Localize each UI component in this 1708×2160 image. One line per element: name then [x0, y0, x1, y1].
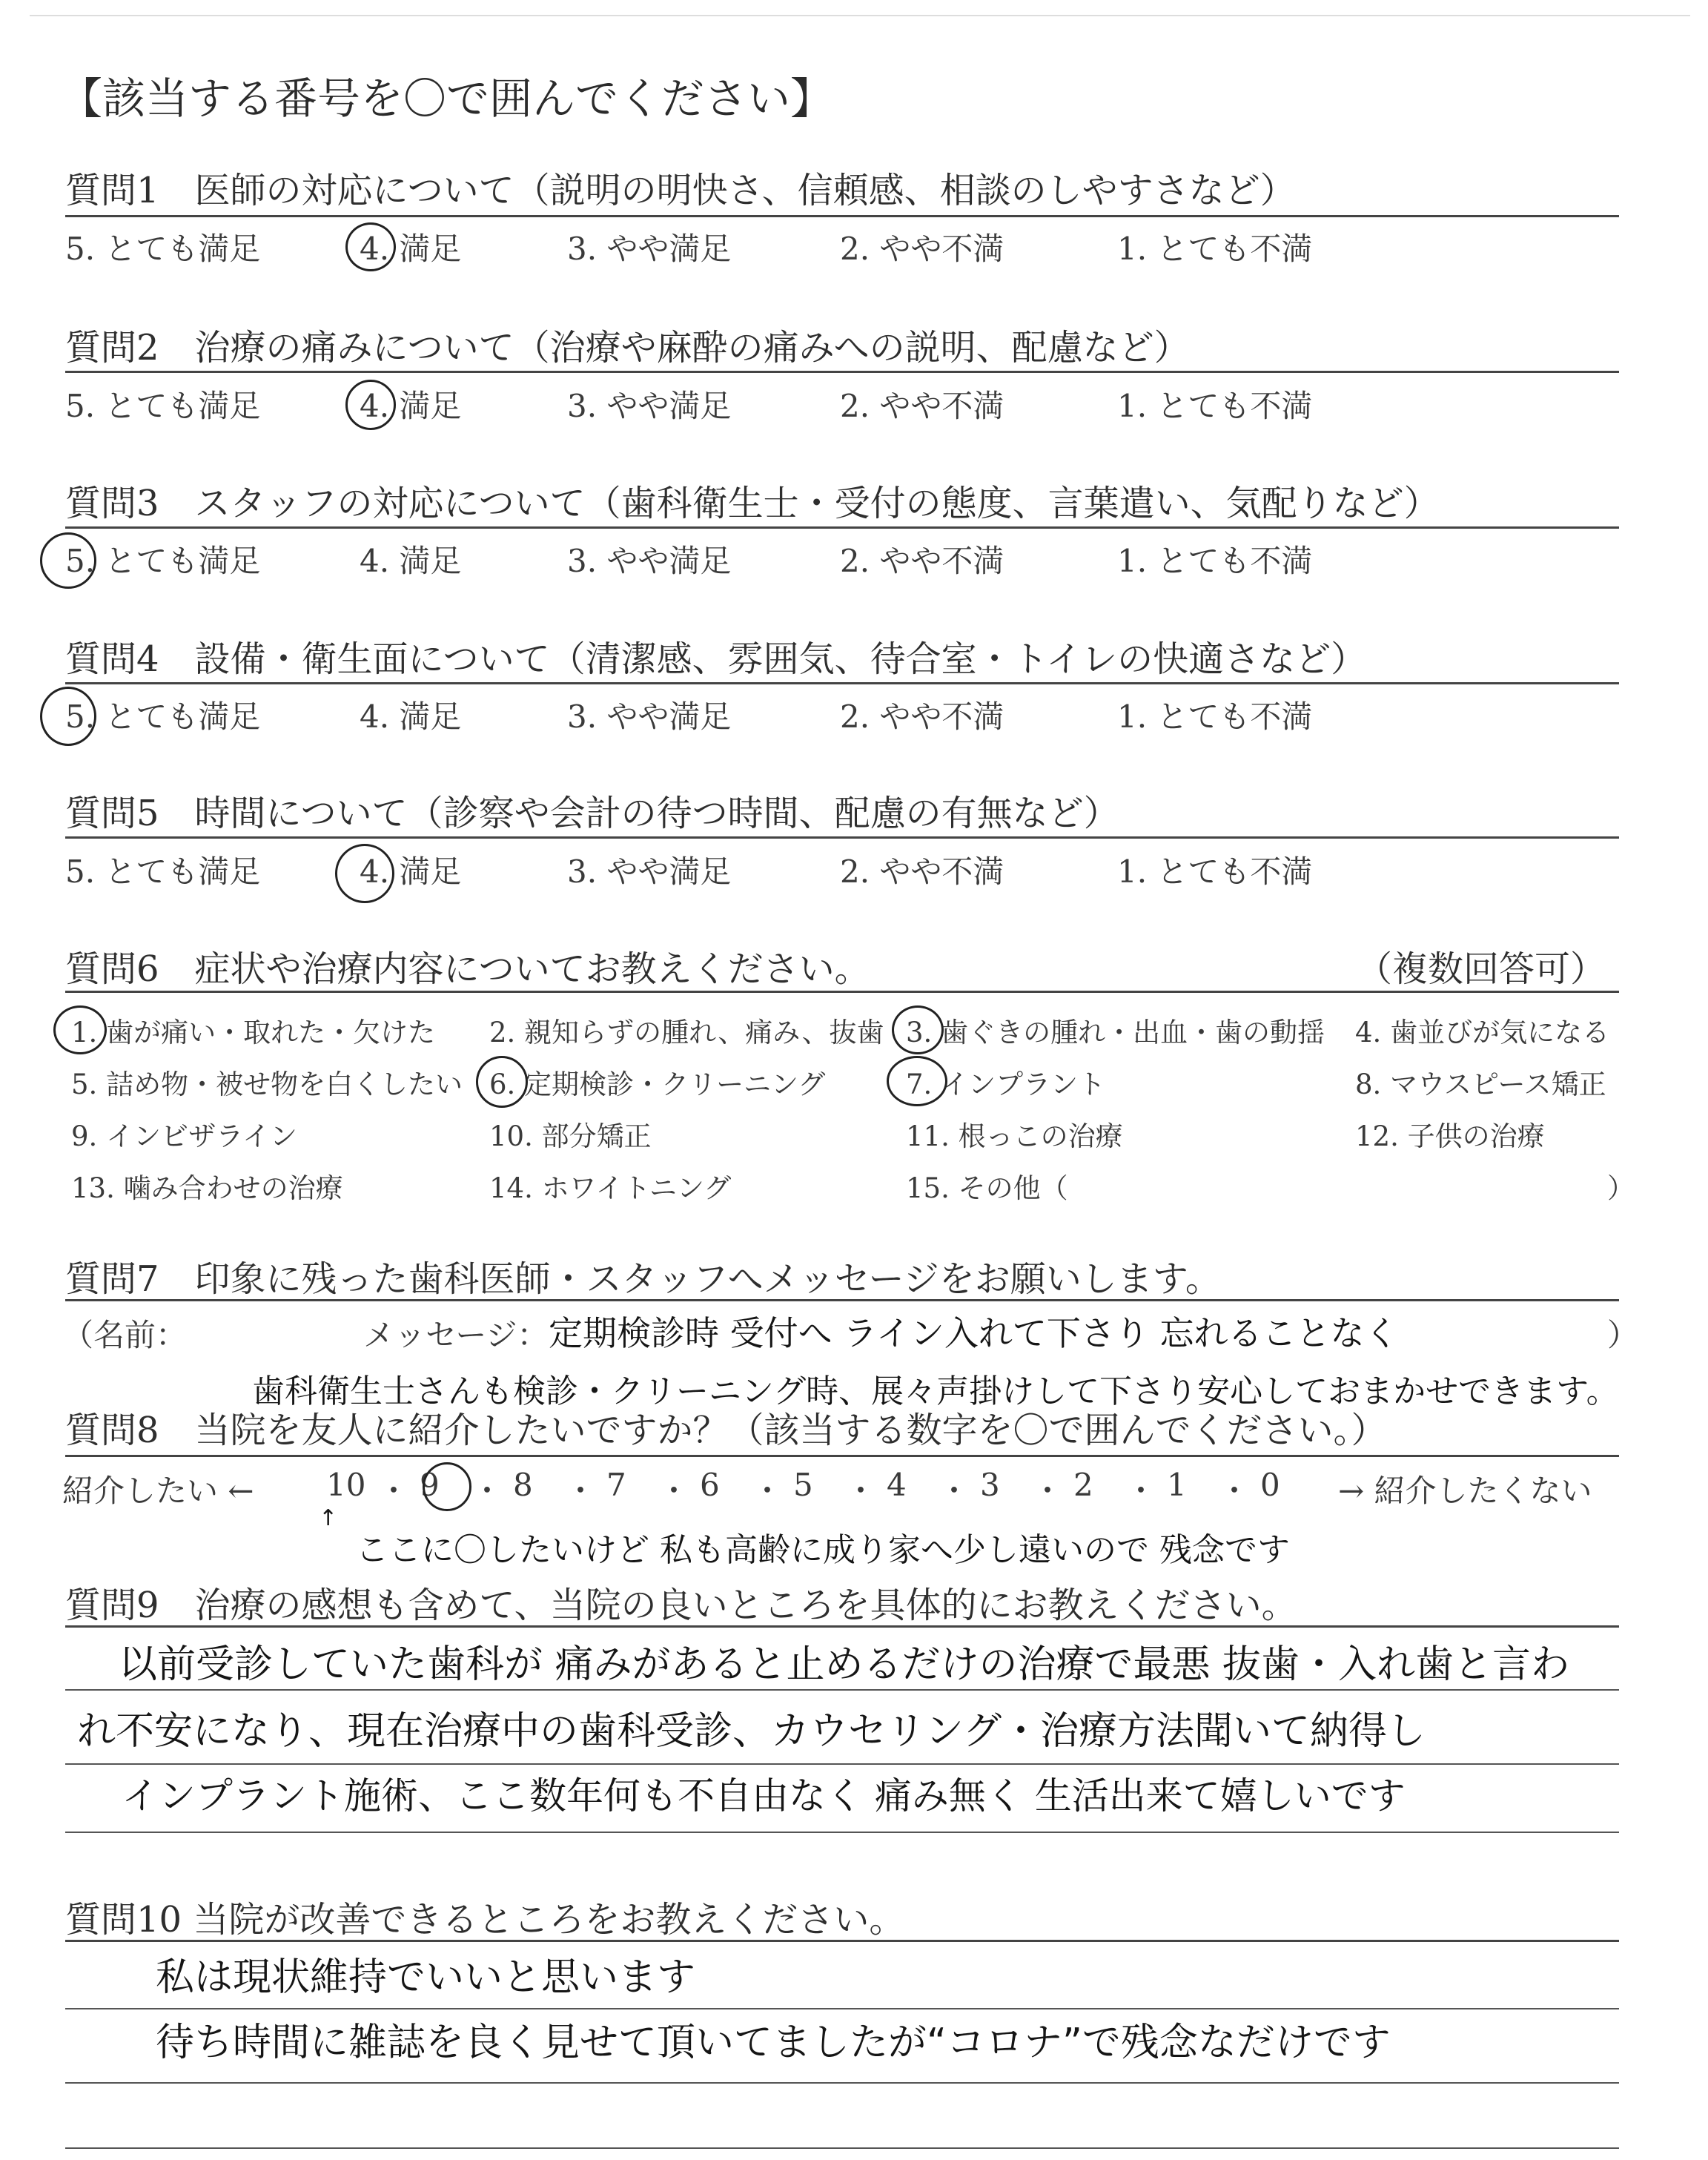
question-8-title: 質問8 当院を友人に紹介したいですか？（該当する数字を〇で囲んでください。） — [65, 1410, 1387, 1451]
q8-scale-value[interactable]: 8 — [513, 1467, 533, 1503]
q8-scale-separator: ・ — [1219, 1473, 1251, 1509]
q6-selection-circle-3 — [892, 1005, 944, 1054]
question-10-rule — [65, 1940, 1619, 1942]
question-3-rule — [65, 526, 1619, 529]
q1-option-5[interactable]: 5. とても満足 — [65, 231, 261, 267]
q6-other-close-paren: ） — [1607, 1172, 1635, 1204]
q5-option-2[interactable]: 2. やや不満 — [840, 853, 1004, 890]
q2-option-4[interactable]: 4. 満足 — [360, 388, 462, 424]
q6-item-14[interactable]: 14. ホワイトニング — [489, 1172, 732, 1204]
q8-scale-separator: ・ — [378, 1473, 410, 1509]
q8-scale-separator: ・ — [565, 1473, 597, 1509]
question-7-rule — [65, 1299, 1619, 1301]
q9-handwritten-line-2: れ不安になり、現在治療中の歯科受診、カウセリング・治療方法聞いて納得し — [77, 1709, 1426, 1754]
q9-line-3 — [65, 1763, 1619, 1765]
question-6-note: （複数回答可） — [1357, 948, 1606, 990]
q4-option-4[interactable]: 4. 満足 — [360, 698, 462, 735]
q5-option-4[interactable]: 4. 満足 — [360, 853, 462, 890]
question-1-rule — [65, 215, 1619, 217]
q8-scale-separator: ・ — [471, 1473, 503, 1509]
q8-scale-separator: ・ — [1032, 1473, 1064, 1509]
q2-option-1[interactable]: 1. とても不満 — [1117, 388, 1313, 424]
question-10-title: 質問10 当院が改善できるところをお教えください。 — [65, 1899, 905, 1941]
question-6-title: 質問6 症状や治療内容についてお教えください。 — [65, 948, 870, 990]
q5-option-5[interactable]: 5. とても満足 — [65, 853, 261, 890]
q6-item-12[interactable]: 12. 子供の治療 — [1355, 1120, 1545, 1152]
q6-item-6[interactable]: 6. 定期検診・クリーニング — [489, 1069, 826, 1100]
q7-message-label: メッセージ： — [363, 1317, 549, 1353]
q1-option-2[interactable]: 2. やや不満 — [840, 231, 1004, 267]
q8-scale-value[interactable]: 5 — [793, 1467, 813, 1503]
q6-item-15[interactable]: 15. その他（ — [906, 1172, 1068, 1204]
q8-right-label: → 紹介したくない — [1338, 1473, 1592, 1509]
q9-line-2 — [65, 1689, 1619, 1691]
q10-line-3 — [65, 2082, 1619, 2084]
q8-scale-value[interactable]: 9 — [420, 1467, 440, 1503]
q1-option-3[interactable]: 3. やや満足 — [567, 231, 732, 267]
q6-selection-circle-1 — [53, 1005, 107, 1054]
q6-selection-circle-7 — [887, 1056, 947, 1106]
question-5-title: 質問5 時間について（診察や会計の待つ時間、配慮の有無など） — [65, 793, 1119, 834]
q8-scale-value[interactable]: 2 — [1073, 1467, 1093, 1503]
question-4-rule — [65, 682, 1619, 684]
question-9-title: 質問9 治療の感想も含めて、当院の良いところを具体的にお教えください。 — [65, 1585, 1297, 1626]
form-title: 【該当する番号を〇で囲んでください】 — [59, 73, 834, 124]
q6-item-11[interactable]: 11. 根っこの治療 — [906, 1120, 1123, 1152]
q10-line-4 — [65, 2147, 1619, 2149]
q4-option-5[interactable]: 5. とても満足 — [65, 698, 261, 735]
question-1-title: 質問1 医師の対応について（説明の明快さ、信頼感、相談のしやすさなど） — [65, 170, 1296, 211]
q7-name-label: （名前： — [62, 1317, 188, 1353]
q1-selection-circle — [345, 222, 396, 271]
q8-handwritten-note: ここに〇したいけど 私も高齢に成り家へ少し遠いので 残念です — [356, 1531, 1290, 1569]
q7-handwritten-line-1: 定期検診時 受付へ ライン入れて下さり 忘れることなく — [549, 1313, 1399, 1353]
q3-option-4[interactable]: 4. 満足 — [360, 543, 462, 579]
q6-item-13[interactable]: 13. 噛み合わせの治療 — [71, 1172, 343, 1204]
q6-item-4[interactable]: 4. 歯並びが気になる — [1355, 1017, 1610, 1048]
q4-option-2[interactable]: 2. やや不満 — [840, 698, 1004, 735]
q2-option-5[interactable]: 5. とても満足 — [65, 388, 261, 424]
q10-line-2 — [65, 2008, 1619, 2009]
q3-option-3[interactable]: 3. やや満足 — [567, 543, 732, 579]
q8-scale-value[interactable]: 3 — [980, 1467, 1000, 1503]
q9-line-4 — [65, 1832, 1619, 1833]
q1-option-1[interactable]: 1. とても不満 — [1117, 231, 1313, 267]
q8-scale-separator: ・ — [752, 1473, 784, 1509]
q8-scale-separator: ・ — [658, 1473, 690, 1509]
q3-option-5[interactable]: 5. とても満足 — [65, 543, 261, 579]
question-2-title: 質問2 治療の痛みについて（治療や麻酔の痛みへの説明、配慮など） — [65, 327, 1190, 369]
q8-arrow-mark: ↑ — [319, 1505, 338, 1531]
q4-option-3[interactable]: 3. やや満足 — [567, 698, 732, 735]
q6-item-10[interactable]: 10. 部分矯正 — [489, 1120, 652, 1152]
q6-item-7[interactable]: 7. インプラント — [906, 1069, 1106, 1100]
q4-selection-circle — [40, 687, 96, 746]
q8-scale-separator: ・ — [939, 1473, 970, 1509]
question-7-title: 質問7 印象に残った歯科医師・スタッフへメッセージをお願いします。 — [65, 1258, 1221, 1300]
q6-item-1[interactable]: 1. 歯が痛い・取れた・欠けた — [71, 1017, 436, 1048]
q8-scale-value[interactable]: 10 — [326, 1467, 366, 1503]
q10-handwritten-line-2: 待ち時間に雑誌を良く見せて頂いてましたが“コロナ”で残念なだけです — [156, 2021, 1391, 2065]
q8-scale-value[interactable]: 4 — [887, 1467, 907, 1503]
q2-option-3[interactable]: 3. やや満足 — [567, 388, 732, 424]
q6-item-3[interactable]: 3. 歯ぐきの腫れ・出血・歯の動揺 — [906, 1017, 1325, 1048]
q2-selection-circle — [345, 380, 396, 430]
q1-option-4[interactable]: 4. 満足 — [360, 231, 462, 267]
q8-scale-value[interactable]: 1 — [1167, 1467, 1187, 1503]
q8-selection-circle — [423, 1462, 471, 1511]
q5-selection-circle — [335, 844, 394, 903]
q5-option-3[interactable]: 3. やや満足 — [567, 853, 732, 890]
q6-item-2[interactable]: 2. 親知らずの腫れ、痛み、抜歯 — [489, 1017, 884, 1048]
q8-scale-separator: ・ — [845, 1473, 877, 1509]
question-8-rule — [65, 1455, 1619, 1457]
q8-scale-value[interactable]: 0 — [1260, 1467, 1280, 1503]
q5-option-1[interactable]: 1. とても不満 — [1117, 853, 1313, 890]
q8-scale-separator: ・ — [1125, 1473, 1157, 1509]
top-border — [30, 15, 1690, 16]
q8-left-label: 紹介したい ← — [62, 1473, 254, 1509]
q6-selection-circle-6 — [476, 1056, 528, 1108]
q7-close-paren: ） — [1607, 1317, 1639, 1353]
q9-handwritten-line-1: 以前受診していた歯科が 痛みがあると止めるだけの治療で最悪 抜歯・入れ歯と言わ — [119, 1642, 1570, 1687]
question-6-rule — [65, 991, 1619, 993]
q2-option-2[interactable]: 2. やや不満 — [840, 388, 1004, 424]
q3-selection-circle — [40, 532, 96, 589]
q3-option-2[interactable]: 2. やや不満 — [840, 543, 1004, 579]
question-3-title: 質問3 スタッフの対応について（歯科衛生士・受付の態度、言葉遣い、気配りなど） — [65, 483, 1440, 524]
q10-handwritten-line-1: 私は現状維持でいいと思います — [156, 1955, 696, 2000]
q4-option-1[interactable]: 1. とても不満 — [1117, 698, 1313, 735]
question-2-rule — [65, 371, 1619, 373]
q6-item-5[interactable]: 5. 詰め物・被せ物を白くしたい — [71, 1069, 463, 1100]
q8-scale-value[interactable]: 7 — [606, 1467, 626, 1503]
q6-item-8[interactable]: 8. マウスピース矯正 — [1355, 1069, 1606, 1100]
q9-handwritten-line-3: インプラント施術、ここ数年何も不自由なく 痛み無く 生活出来て嬉しいです — [122, 1774, 1406, 1817]
q6-item-9[interactable]: 9. インビザライン — [71, 1120, 297, 1152]
q8-scale-value[interactable]: 6 — [700, 1467, 720, 1503]
q3-option-1[interactable]: 1. とても不満 — [1117, 543, 1313, 579]
question-9-rule — [65, 1625, 1619, 1628]
q7-handwritten-line-2: 歯科衛生士さんも検診・クリーニング時、展々声掛けして下さり安心しておまかせできます。 — [252, 1373, 1619, 1410]
question-4-title: 質問4 設備・衛生面について（清潔感、雰囲気、待合室・トイレの快適さなど） — [65, 638, 1367, 680]
question-5-rule — [65, 836, 1619, 839]
